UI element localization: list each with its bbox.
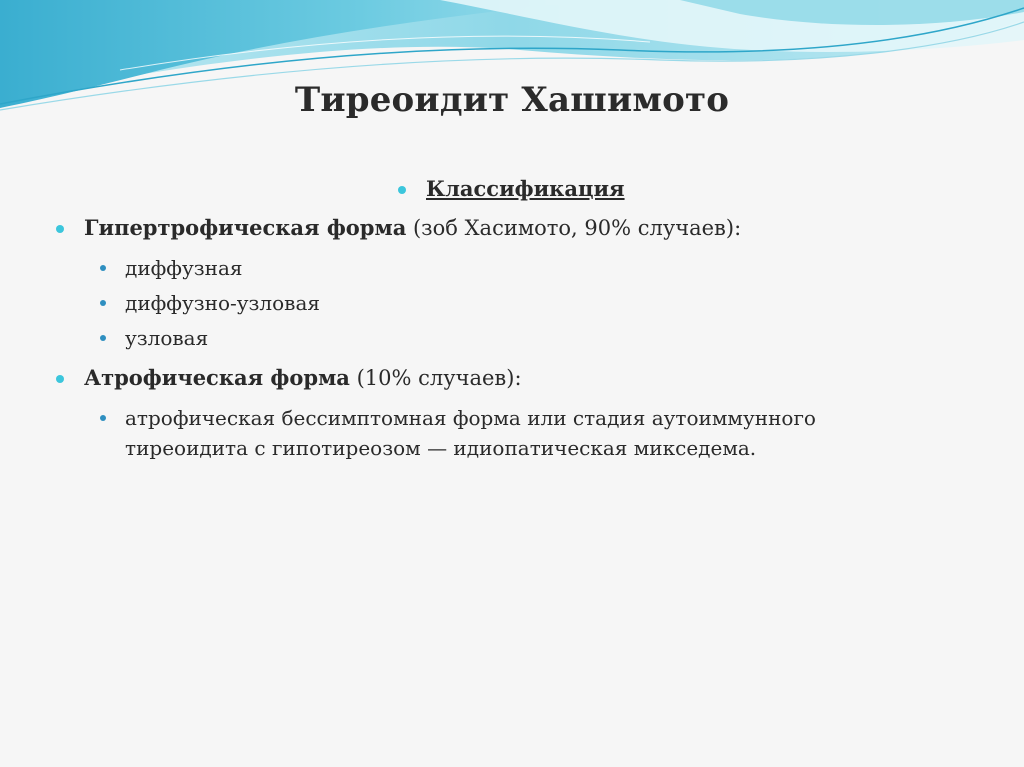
sub-bullet-icon [100,335,106,341]
bullet-icon [56,375,64,383]
sub-list-item-continued: тиреоидита с гипотиреозом — идиопатическая микседема. [125,436,757,460]
sub-bullet-icon [100,415,106,421]
sub-list-item: узловая [125,326,209,350]
sub-list-item: диффузно-узловая [125,291,320,315]
bullet-icon [56,225,64,233]
bullet-icon [398,186,406,194]
list-item-atrophic [84,364,522,392]
item-label: Атрофическая форма [84,365,350,390]
item-note: (зоб Хасимото, 90% случаев): [406,216,742,240]
sub-list-item: атрофическая бессимптомная форма или стадия аутоиммунного [125,406,816,430]
list-item-hypertrophic [84,214,741,242]
page-title: Тиреоидит Хашимото [294,80,730,120]
sub-bullet-icon [100,300,106,306]
item-note: (10% случаев): [349,366,522,390]
classification-heading: Классификация [426,176,625,201]
sub-list-item: диффузная [125,256,243,280]
item-label: Гипертрофическая форма [84,215,407,240]
sub-bullet-icon [100,265,106,271]
